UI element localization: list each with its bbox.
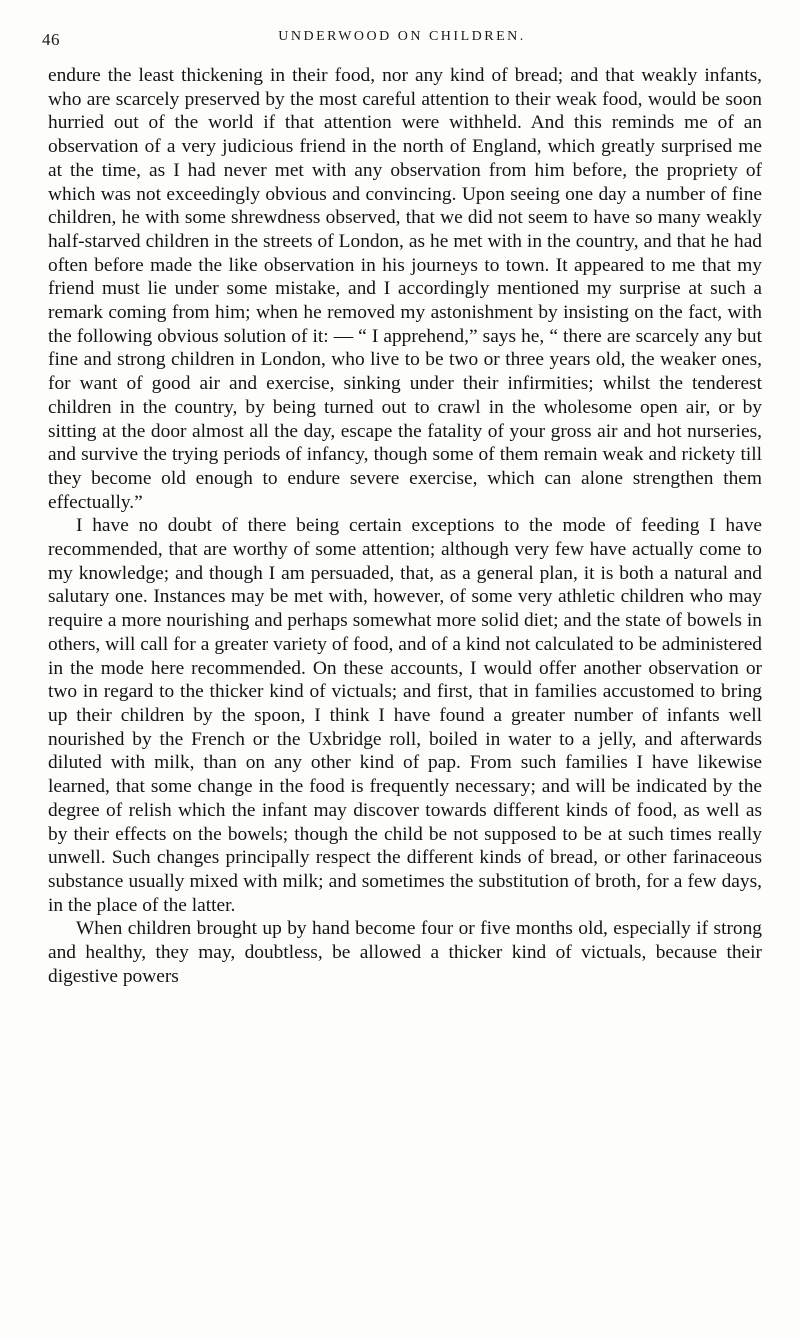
page-number: 46 [42, 30, 60, 49]
page-header [42, 24, 762, 48]
body-text [48, 64, 762, 988]
running-head: UNDERWOOD ON CHILDREN. [278, 29, 526, 44]
paragraph-3: When children brought up by hand become four or five months old, especially if strong and healthy, they may, doubtless, be allowed a thicker kind of victuals, because their digestive powers [48, 918, 762, 987]
paragraph-1: endure the least thickening in their food, nor any kind of bread; and that weakly infants, who are scarcely preserved by the most careful attention to their weak food, would be soon hurried out of the world if that attention were withheld. And this reminds me of an observation of a very judicious friend in the north of England, which greatly surprised me at the time, as I had never met with any observation from him before, the propriety of which was not exceedingly obvious and convincing. Upon seeing one day a number of fine children, he with some shrewdness observed, that we did not seem to have so many weakly half-starved children in the streets of London, as he met with in the country, and that he had often before made the like observation in his journeys to town. It appeared to me that my friend must lie under some mistake, and I accordingly mentioned my surprise at such a remark coming from him; when he removed my astonishment by insisting on the fact, with the following obvious solution of it: — “ I apprehend,” says he, “ there are scarcely any but fine and strong children in London, who live to be two or three years old, the weaker ones, for want of good air and exercise, sinking under their infirmities; whilst the tenderest children in the country, by being turned out to crawl in the wholesome open air, or by sitting at the door almost all the day, escape the fatality of your gross air and hot nurseries, and survive the trying periods of infancy, though some of them remain weak and rickety till they become old enough to endure severe exercise, which can alone strengthen them effectually.” [48, 65, 762, 513]
paragraph-2: I have no doubt of there being certain exceptions to the mode of feeding I have recommended, that are worthy of some attention; although very few have actually come to my knowledge; and though I am persuaded, that, as a general plan, it is both a natural and salutary one. Instances may be met with, however, of some very athletic children who may require a more nourishing and perhaps somewhat more solid diet; and the state of bowels in others, will call for a greater variety of food, and of a kind not calculated to be administered in the mode here recommended. On these accounts, I would offer another observation or two in regard to the thicker kind of victuals; and first, that in families accustomed to bring up their children by the spoon, I think I have found a greater number of infants well nourished by the French or the Uxbridge roll, boiled in water to a jelly, and afterwards diluted with milk, than on any other kind of pap. From such families I have likewise learned, that some change in the food is frequently necessary; and will be indicated by the degree of relish which the infant may discover towards different kinds of food, as well as by their effects on the bowels; though the child be not supposed to be at such times really unwell. Such changes principally respect the different kinds of bread, or other farinaceous substance usually mixed with milk; and sometimes the substitution of broth, for a few days, in the place of the latter. [48, 515, 762, 916]
